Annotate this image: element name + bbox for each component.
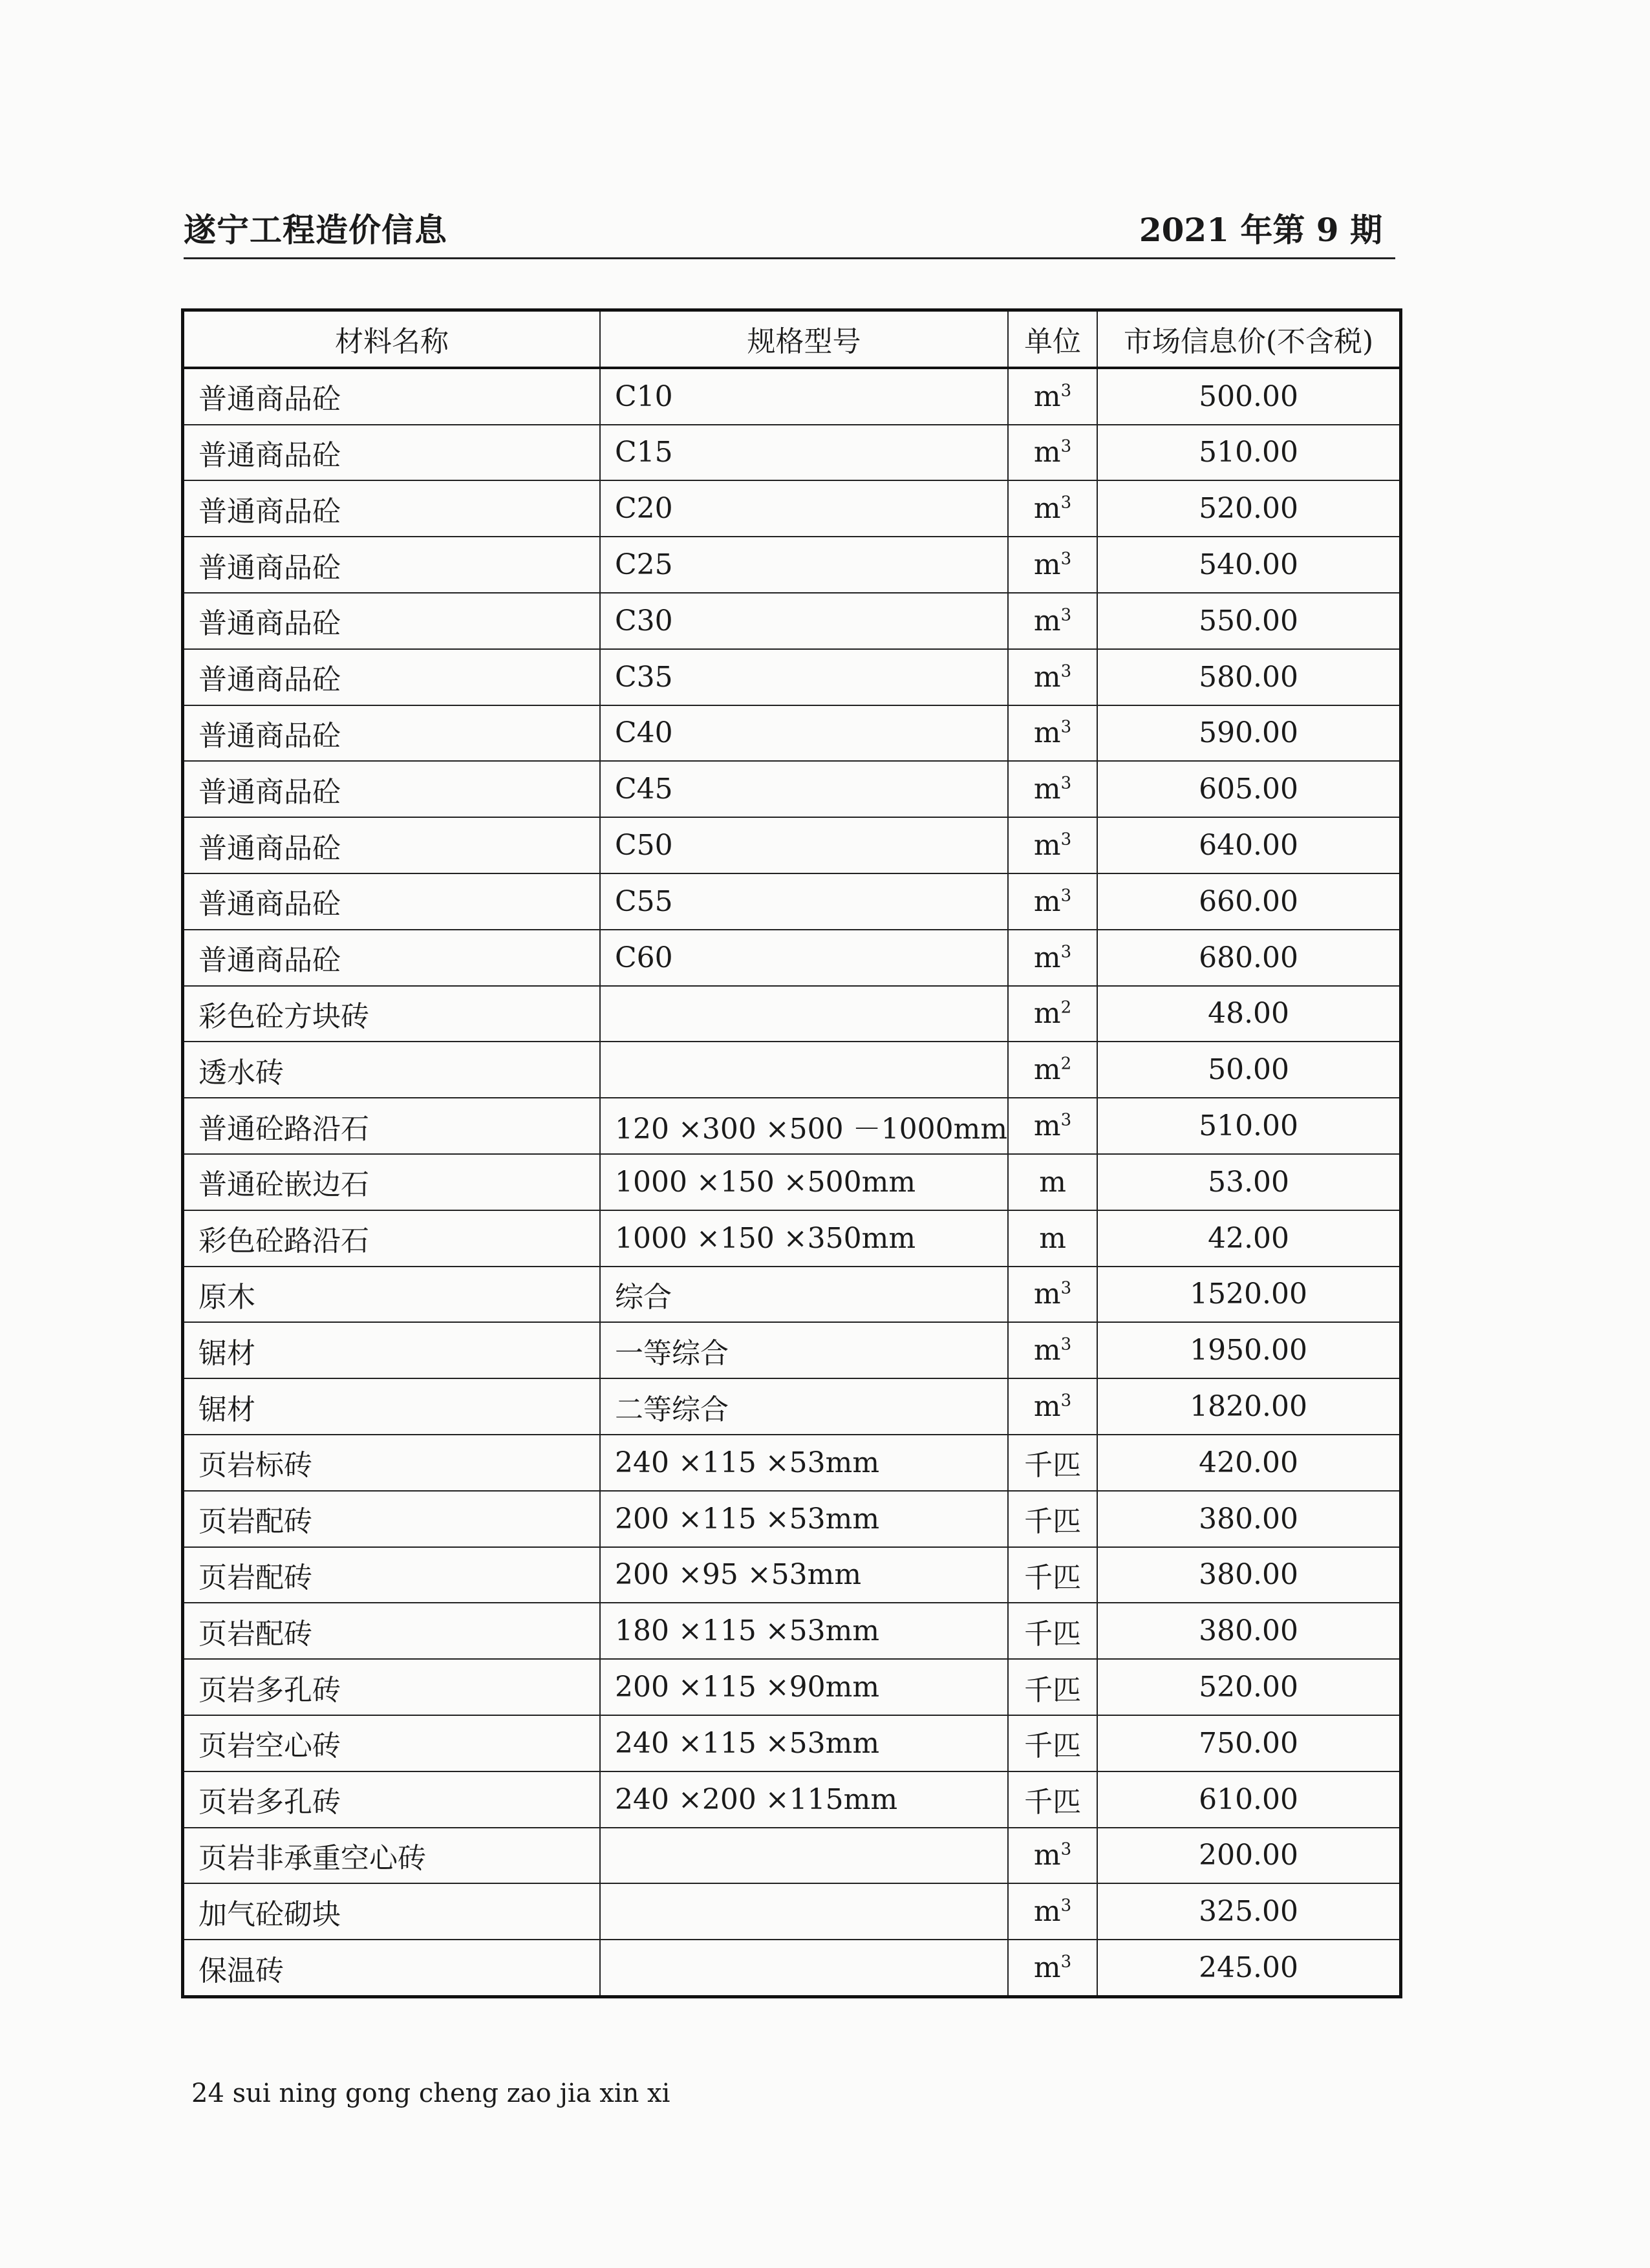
unit-exponent: 3: [1060, 1334, 1072, 1354]
unit-base: m: [1033, 1895, 1061, 1929]
unit-cell: [1008, 1042, 1097, 1098]
material-name-cell: 普通商品砼: [183, 930, 601, 986]
material-name-cell: 普通商品砼: [183, 425, 601, 481]
price-table: [181, 308, 1402, 1998]
unit-cell: [1008, 593, 1097, 649]
material-name-cell: 原木: [183, 1267, 601, 1323]
unit-cell: [1008, 1547, 1097, 1603]
unit-exponent: 2: [1060, 1054, 1072, 1074]
unit-base: m: [1033, 1951, 1061, 1984]
unit-cell: [1008, 930, 1097, 986]
table-row: [183, 1828, 1401, 1884]
spec-cell: C20: [600, 480, 1008, 537]
material-name-cell: 页岩非承重空心砖: [183, 1828, 601, 1884]
spec-cell: 二等综合: [600, 1378, 1008, 1435]
unit-base: 千匹: [1024, 1449, 1082, 1482]
price-cell: 1520.00: [1097, 1267, 1401, 1323]
unit-exponent: 3: [1060, 773, 1072, 793]
table-row: [183, 1098, 1401, 1154]
price-cell: 48.00: [1097, 986, 1401, 1042]
spec-cell: [600, 1940, 1008, 1996]
unit-cell: [1008, 1883, 1097, 1940]
unit-cell: [1008, 368, 1097, 425]
unit-cell: [1008, 1940, 1097, 1996]
price-cell: 53.00: [1097, 1154, 1401, 1210]
unit-cell: [1008, 1771, 1097, 1828]
spec-cell: C10: [600, 368, 1008, 425]
material-name-cell: 普通商品砼: [183, 705, 601, 762]
spec-cell: 120 ×300 ×500 －1000mm: [600, 1098, 1008, 1154]
table-row: [183, 873, 1401, 930]
spec-cell: 240 ×115 ×53mm: [600, 1435, 1008, 1491]
publication-title: 遂宁工程造价信息: [184, 211, 447, 249]
material-name-cell: 页岩多孔砖: [183, 1659, 601, 1715]
material-name-cell: 普通商品砼: [183, 593, 601, 649]
price-table-container: [181, 308, 1402, 1998]
material-name-cell: 页岩多孔砖: [183, 1771, 601, 1828]
unit-cell: [1008, 649, 1097, 705]
column-header-spec: 规格型号: [600, 310, 1008, 368]
material-name-cell: 页岩标砖: [183, 1435, 601, 1491]
material-name-cell: 普通商品砼: [183, 480, 601, 537]
page-footer: 24 sui ning gong cheng zao jia xin xi: [191, 2079, 670, 2108]
price-cell: 580.00: [1097, 649, 1401, 705]
material-name-cell: 保温砖: [183, 1940, 601, 1996]
table-row: [183, 1659, 1401, 1715]
spec-cell: 一等综合: [600, 1322, 1008, 1378]
table-row: [183, 368, 1401, 425]
table-row: [183, 1547, 1401, 1603]
material-name-cell: 普通砼路沿石: [183, 1098, 601, 1154]
spec-cell: 1000 ×150 ×350mm: [600, 1210, 1008, 1267]
table-row: [183, 593, 1401, 649]
table-row: [183, 1603, 1401, 1659]
price-cell: 325.00: [1097, 1883, 1401, 1940]
price-cell: 380.00: [1097, 1547, 1401, 1603]
unit-base: 千匹: [1024, 1617, 1082, 1651]
price-cell: 540.00: [1097, 537, 1401, 593]
unit-exponent: 3: [1060, 436, 1072, 456]
unit-base: m: [1033, 380, 1061, 413]
table-row: [183, 1435, 1401, 1491]
unit-base: m: [1033, 716, 1061, 750]
unit-base: m: [1033, 1278, 1061, 1311]
unit-base: 千匹: [1024, 1786, 1082, 1819]
unit-base: m: [1033, 492, 1061, 526]
table-row: [183, 1210, 1401, 1267]
price-cell: 640.00: [1097, 817, 1401, 873]
material-name-cell: 页岩配砖: [183, 1603, 601, 1659]
page-header: [184, 206, 1395, 259]
price-cell: 380.00: [1097, 1603, 1401, 1659]
price-cell: 380.00: [1097, 1491, 1401, 1547]
material-name-cell: 彩色砼路沿石: [183, 1210, 601, 1267]
table-header-row: [183, 310, 1401, 368]
table-row: [183, 1267, 1401, 1323]
spec-cell: 180 ×115 ×53mm: [600, 1603, 1008, 1659]
unit-base: 千匹: [1024, 1505, 1082, 1539]
unit-exponent: 3: [1060, 381, 1072, 401]
price-cell: 590.00: [1097, 705, 1401, 762]
unit-exponent: 3: [1060, 1391, 1072, 1411]
unit-exponent: 2: [1060, 998, 1072, 1018]
price-cell: 520.00: [1097, 480, 1401, 537]
material-name-cell: 加气砼砌块: [183, 1883, 601, 1940]
issue-number: 2021 年第 9 期: [1139, 211, 1382, 249]
spec-cell: 240 ×200 ×115mm: [600, 1771, 1008, 1828]
material-name-cell: 普通商品砼: [183, 537, 601, 593]
unit-base: m: [1033, 997, 1061, 1031]
material-name-cell: 页岩配砖: [183, 1547, 601, 1603]
material-name-cell: 锯材: [183, 1322, 601, 1378]
unit-exponent: 3: [1060, 1896, 1072, 1916]
spec-cell: 综合: [600, 1267, 1008, 1323]
price-cell: 500.00: [1097, 368, 1401, 425]
spec-cell: C15: [600, 425, 1008, 481]
price-cell: 420.00: [1097, 1435, 1401, 1491]
unit-exponent: 3: [1060, 886, 1072, 906]
unit-base: m: [1033, 548, 1061, 582]
unit-base: 千匹: [1024, 1729, 1082, 1763]
unit-base: m: [1033, 436, 1061, 469]
unit-exponent: 3: [1060, 1110, 1072, 1130]
table-row: [183, 1883, 1401, 1940]
table-row: [183, 1491, 1401, 1547]
spec-cell: 200 ×95 ×53mm: [600, 1547, 1008, 1603]
price-cell: 1950.00: [1097, 1322, 1401, 1378]
unit-cell: [1008, 425, 1097, 481]
spec-cell: C55: [600, 873, 1008, 930]
price-cell: 200.00: [1097, 1828, 1401, 1884]
table-row: [183, 537, 1401, 593]
price-cell: 610.00: [1097, 1771, 1401, 1828]
table-row: [183, 1322, 1401, 1378]
unit-base: m: [1039, 1165, 1066, 1199]
table-row: [183, 1042, 1401, 1098]
column-header-unit: 单位: [1008, 310, 1097, 368]
table-row: [183, 649, 1401, 705]
price-cell: 680.00: [1097, 930, 1401, 986]
unit-cell: [1008, 761, 1097, 817]
unit-exponent: 3: [1060, 1839, 1072, 1859]
spec-cell: 240 ×115 ×53mm: [600, 1715, 1008, 1771]
spec-cell: 200 ×115 ×53mm: [600, 1491, 1008, 1547]
unit-cell: [1008, 817, 1097, 873]
unit-cell: [1008, 873, 1097, 930]
table-row: [183, 986, 1401, 1042]
material-name-cell: 普通商品砼: [183, 761, 601, 817]
unit-exponent: 3: [1060, 605, 1072, 625]
unit-cell: [1008, 705, 1097, 762]
table-row: [183, 480, 1401, 537]
price-cell: 42.00: [1097, 1210, 1401, 1267]
material-name-cell: 普通商品砼: [183, 873, 601, 930]
spec-cell: C35: [600, 649, 1008, 705]
unit-cell: [1008, 1603, 1097, 1659]
unit-exponent: 3: [1060, 942, 1072, 961]
material-name-cell: 页岩空心砖: [183, 1715, 601, 1771]
price-cell: 605.00: [1097, 761, 1401, 817]
spec-cell: C25: [600, 537, 1008, 593]
price-cell: 50.00: [1097, 1042, 1401, 1098]
unit-cell: [1008, 1378, 1097, 1435]
unit-exponent: 3: [1060, 1952, 1072, 1972]
unit-base: m: [1033, 884, 1061, 918]
unit-base: m: [1033, 1390, 1061, 1424]
spec-cell: [600, 986, 1008, 1042]
spec-cell: [600, 1828, 1008, 1884]
table-body: [183, 368, 1401, 1997]
price-cell: 245.00: [1097, 1940, 1401, 1996]
spec-cell: C40: [600, 705, 1008, 762]
table-row: [183, 1154, 1401, 1210]
unit-cell: [1008, 1322, 1097, 1378]
table-row: [183, 817, 1401, 873]
spec-cell: C45: [600, 761, 1008, 817]
price-cell: 510.00: [1097, 1098, 1401, 1154]
unit-base: m: [1033, 941, 1061, 974]
table-row: [183, 761, 1401, 817]
table-row: [183, 1378, 1401, 1435]
spec-cell: 200 ×115 ×90mm: [600, 1659, 1008, 1715]
unit-cell: [1008, 1828, 1097, 1884]
unit-base: m: [1033, 1053, 1061, 1087]
spec-cell: 1000 ×150 ×500mm: [600, 1154, 1008, 1210]
material-name-cell: 普通商品砼: [183, 649, 601, 705]
unit-base: m: [1033, 1334, 1061, 1367]
unit-base: m: [1033, 1839, 1061, 1872]
unit-exponent: 3: [1060, 1278, 1072, 1298]
material-name-cell: 普通砼嵌边石: [183, 1154, 601, 1210]
unit-cell: [1008, 480, 1097, 537]
material-name-cell: 页岩配砖: [183, 1491, 601, 1547]
price-cell: 510.00: [1097, 425, 1401, 481]
table-row: [183, 1715, 1401, 1771]
unit-base: m: [1033, 773, 1061, 806]
price-cell: 1820.00: [1097, 1378, 1401, 1435]
unit-base: 千匹: [1024, 1673, 1082, 1707]
unit-exponent: 3: [1060, 717, 1072, 737]
material-name-cell: 透水砖: [183, 1042, 601, 1098]
price-cell: 750.00: [1097, 1715, 1401, 1771]
table-row: [183, 705, 1401, 762]
unit-base: m: [1039, 1221, 1066, 1255]
unit-base: m: [1033, 1109, 1061, 1143]
unit-base: m: [1033, 604, 1061, 637]
unit-cell: [1008, 1210, 1097, 1267]
table-row: [183, 1940, 1401, 1996]
unit-cell: [1008, 1715, 1097, 1771]
spec-cell: [600, 1883, 1008, 1940]
unit-cell: [1008, 986, 1097, 1042]
unit-exponent: 3: [1060, 493, 1072, 513]
column-header-material-name: 材料名称: [183, 310, 601, 368]
spec-cell: C60: [600, 930, 1008, 986]
unit-exponent: 3: [1060, 549, 1072, 569]
unit-cell: [1008, 1491, 1097, 1547]
unit-exponent: 3: [1060, 829, 1072, 850]
unit-base: 千匹: [1024, 1561, 1082, 1594]
unit-cell: [1008, 1154, 1097, 1210]
unit-base: m: [1033, 660, 1061, 694]
price-cell: 520.00: [1097, 1659, 1401, 1715]
unit-base: m: [1033, 829, 1061, 862]
material-name-cell: 彩色砼方块砖: [183, 986, 601, 1042]
unit-exponent: 3: [1060, 661, 1072, 681]
material-name-cell: 锯材: [183, 1378, 601, 1435]
material-name-cell: 普通商品砼: [183, 817, 601, 873]
table-row: [183, 1771, 1401, 1828]
unit-cell: [1008, 1098, 1097, 1154]
price-cell: 660.00: [1097, 873, 1401, 930]
spec-cell: [600, 1042, 1008, 1098]
table-row: [183, 930, 1401, 986]
unit-cell: [1008, 1659, 1097, 1715]
spec-cell: C30: [600, 593, 1008, 649]
unit-cell: [1008, 1435, 1097, 1491]
column-header-price: 市场信息价(不含税): [1097, 310, 1401, 368]
unit-cell: [1008, 537, 1097, 593]
price-cell: 550.00: [1097, 593, 1401, 649]
unit-cell: [1008, 1267, 1097, 1323]
material-name-cell: 普通商品砼: [183, 368, 601, 425]
table-row: [183, 425, 1401, 481]
spec-cell: C50: [600, 817, 1008, 873]
